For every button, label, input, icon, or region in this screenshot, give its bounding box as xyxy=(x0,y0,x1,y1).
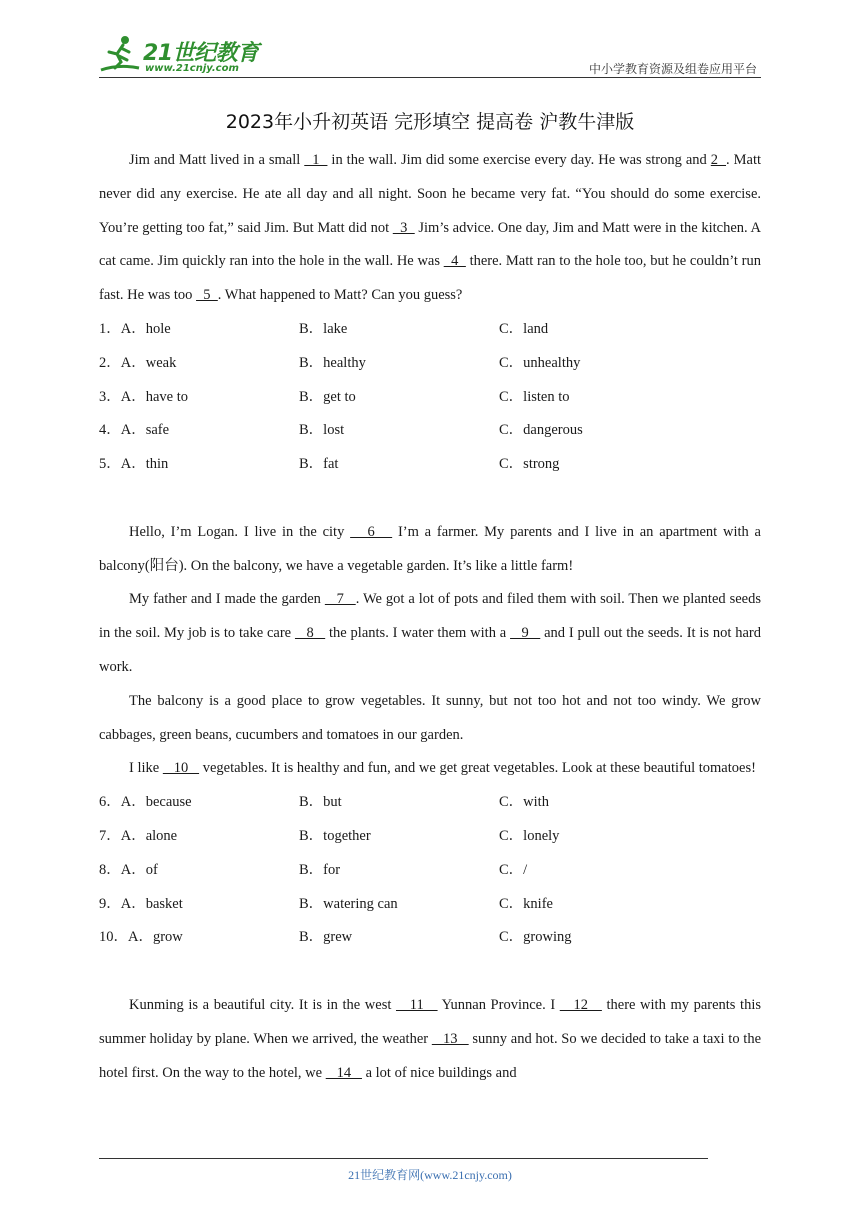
blank-10[interactable]: 10 xyxy=(162,760,200,777)
question-options xyxy=(99,448,761,482)
question-options xyxy=(99,414,761,448)
question-options xyxy=(99,921,761,955)
option-b[interactable]: B．healthy xyxy=(299,354,366,371)
footer-divider xyxy=(99,1158,708,1159)
question-options xyxy=(99,786,761,820)
platform-label: 中小学教育资源及组卷应用平台 xyxy=(588,62,757,76)
option-a[interactable]: 8．A．of xyxy=(99,861,158,878)
blank-2[interactable]: 2 xyxy=(710,152,727,168)
blank-4[interactable]: 4 xyxy=(443,253,466,270)
option-a[interactable]: 2．A．weak xyxy=(99,354,177,371)
passage-2-para-1: Hello, I’m Logan. I live in the city 6 I’m a farmer. My parents and I live in an apartment with a balcony(阳台). On the balcony, we have a vegetable garden. It’s like a little farm! xyxy=(99,523,761,574)
option-b[interactable]: B．together xyxy=(299,827,371,844)
option-a[interactable]: 3．A．have to xyxy=(99,388,188,405)
option-c[interactable]: C．dangerous xyxy=(499,422,583,439)
option-a[interactable]: 1．A．hole xyxy=(99,320,171,337)
blank-3[interactable]: 3 xyxy=(392,219,415,236)
runner-logo-icon xyxy=(99,34,141,74)
blank-11[interactable]: 11 xyxy=(395,996,438,1013)
question-options xyxy=(99,347,761,381)
question-options xyxy=(99,820,761,854)
blank-5[interactable]: 5 xyxy=(196,287,218,304)
blank-13[interactable]: 13 xyxy=(431,1030,469,1047)
blank-12[interactable]: 12 xyxy=(559,996,602,1013)
option-b[interactable]: B．fat xyxy=(299,456,339,473)
blank-1[interactable]: 1 xyxy=(304,152,328,168)
question-options xyxy=(99,854,761,888)
passage-1: Jim and Matt lived in a small 1 in the wall. Jim did some exercise every day. He was strong and 2 . Matt never did any exercise. He ate all day and all night. Soon he became very fat. “You should do some exercise. You’re getting too fat,” said Jim. But Matt did not 3 Jim’s advice. One day, Jim and Matt were in the kitchen. A cat came. Jim quickly ran into the hole in the wall. He was 4 there. Matt ran to the hole too, but he couldn’t run fast. He was too 5 . What happened to Matt? Can you guess? xyxy=(99,152,762,304)
page-header xyxy=(99,30,761,78)
blank-14[interactable]: 14 xyxy=(325,1064,362,1081)
option-a[interactable]: 7．A．alone xyxy=(99,827,178,844)
logo-url: www.21cnjy.com xyxy=(145,63,239,74)
option-c[interactable]: C．knife xyxy=(499,895,553,912)
option-b[interactable]: B．but xyxy=(299,794,342,811)
option-b[interactable]: B．lake xyxy=(299,320,348,337)
question-options xyxy=(99,888,761,922)
blank-9[interactable]: 9 xyxy=(510,625,541,642)
option-a[interactable]: 6．A．because xyxy=(99,794,192,811)
option-c[interactable]: C．lonely xyxy=(499,827,560,844)
option-b[interactable]: B．watering can xyxy=(299,895,398,912)
option-c[interactable]: C．/ xyxy=(499,861,528,878)
section-gap xyxy=(99,482,761,516)
option-c[interactable]: C．strong xyxy=(499,456,560,473)
passage-2-para-3: The balcony is a good place to grow vegetables. It sunny, but not too hot and not too windy. We grow cabbages, green beans, cucumbers and tomatoes in our garden. xyxy=(99,692,761,743)
option-c[interactable]: C．listen to xyxy=(499,388,570,405)
blank-8[interactable]: 8 xyxy=(294,625,326,642)
passage-2-para-4: I like 10 vegetables. It is healthy and fun, and we get great vegetables. Look at these beautiful tomatoes! xyxy=(129,760,756,777)
option-a[interactable]: 9．A．basket xyxy=(99,895,183,912)
option-b[interactable]: B．for xyxy=(299,861,341,878)
option-c[interactable]: C．with xyxy=(499,794,549,811)
logo-text: 21世纪教育 xyxy=(143,41,259,66)
blank-7[interactable]: 7 xyxy=(324,591,356,608)
option-a[interactable]: 10．A．grow xyxy=(99,929,183,946)
option-c[interactable]: C．unhealthy xyxy=(499,354,581,371)
option-c[interactable]: C．growing xyxy=(499,929,572,946)
header-divider xyxy=(99,77,761,78)
passage-3: Kunming is a beautiful city. It is in the west 11 Yunnan Province. I 12 there with my parents this summer holiday by plane. When we arrived, the weather 13 sunny and hot. So we decided to take a taxi to the hotel first. On the way to the hotel, we 14 a lot of nice buildings and xyxy=(99,996,762,1081)
option-b[interactable]: B．grew xyxy=(299,929,353,946)
option-b[interactable]: B．lost xyxy=(299,422,345,439)
question-options xyxy=(99,313,761,347)
section-gap xyxy=(99,955,761,989)
question-options xyxy=(99,381,761,415)
worksheet-body xyxy=(99,144,761,1090)
option-c[interactable]: C．land xyxy=(499,320,549,337)
option-b[interactable]: B．get to xyxy=(299,388,356,405)
footer-link[interactable]: 21世纪教育网(www.21cnjy.com) xyxy=(348,1168,512,1182)
page-title: 2023年小升初英语 完形填空 提高卷 沪教牛津版 xyxy=(225,111,635,133)
option-a[interactable]: 4．A．safe xyxy=(99,422,170,439)
option-a[interactable]: 5．A．thin xyxy=(99,456,169,473)
blank-6[interactable]: 6 xyxy=(350,523,393,540)
site-logo xyxy=(99,34,269,76)
passage-2-para-2: My father and I made the garden 7 . We got a lot of pots and filed them with soil. Then we planted seeds in the soil. My job is to take care 8 the plants. I water them with a 9 and I pull out the seeds. It is not hard work. xyxy=(99,591,762,675)
